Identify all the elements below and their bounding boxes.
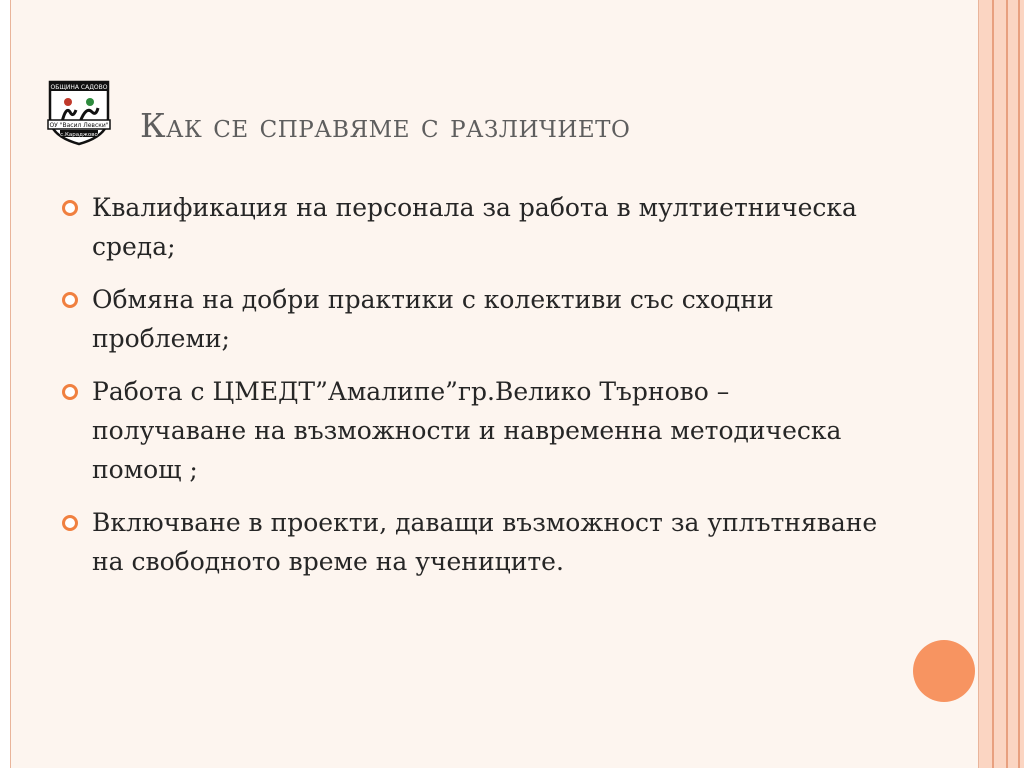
bullet-item	[62, 372, 882, 489]
bullet-ring-icon	[62, 200, 78, 216]
stripe-line	[1018, 0, 1020, 768]
bullet-text: Обмяна на добри практики с колективи със сходни проблеми;	[92, 285, 774, 353]
stripe-line	[992, 0, 994, 768]
bullet-ring-icon	[62, 515, 78, 531]
bullet-item	[62, 188, 882, 266]
bullet-ring-icon	[62, 292, 78, 308]
bullet-list	[62, 188, 882, 595]
school-logo	[46, 76, 112, 146]
bullet-item	[62, 280, 882, 358]
school-emblem-icon	[46, 76, 112, 146]
bullet-ring-icon	[62, 384, 78, 400]
bullet-text: Включване в проекти, даващи възможност за уплътняване на свободното време на учениците.	[92, 508, 878, 576]
stripe-line	[1006, 0, 1008, 768]
svg-text:с.Караджово: с.Караджово	[60, 132, 98, 138]
bullet-item	[62, 503, 882, 581]
decorative-circle	[913, 640, 975, 702]
bullet-text: Работа с ЦМЕДТ”Амалипе”гр.Велико Търново – получаване на възможности и навременна методическа помощ ;	[92, 377, 842, 484]
slide-title: Как се справяме с различието	[140, 106, 631, 145]
bullet-text: Квалификация на персонала за работа в мултиетническа среда;	[92, 193, 857, 261]
svg-text:ОБЩИНА САДОВО: ОБЩИНА САДОВО	[50, 84, 108, 91]
svg-text:ОУ "Васил Левски": ОУ "Васил Левски"	[49, 122, 109, 129]
